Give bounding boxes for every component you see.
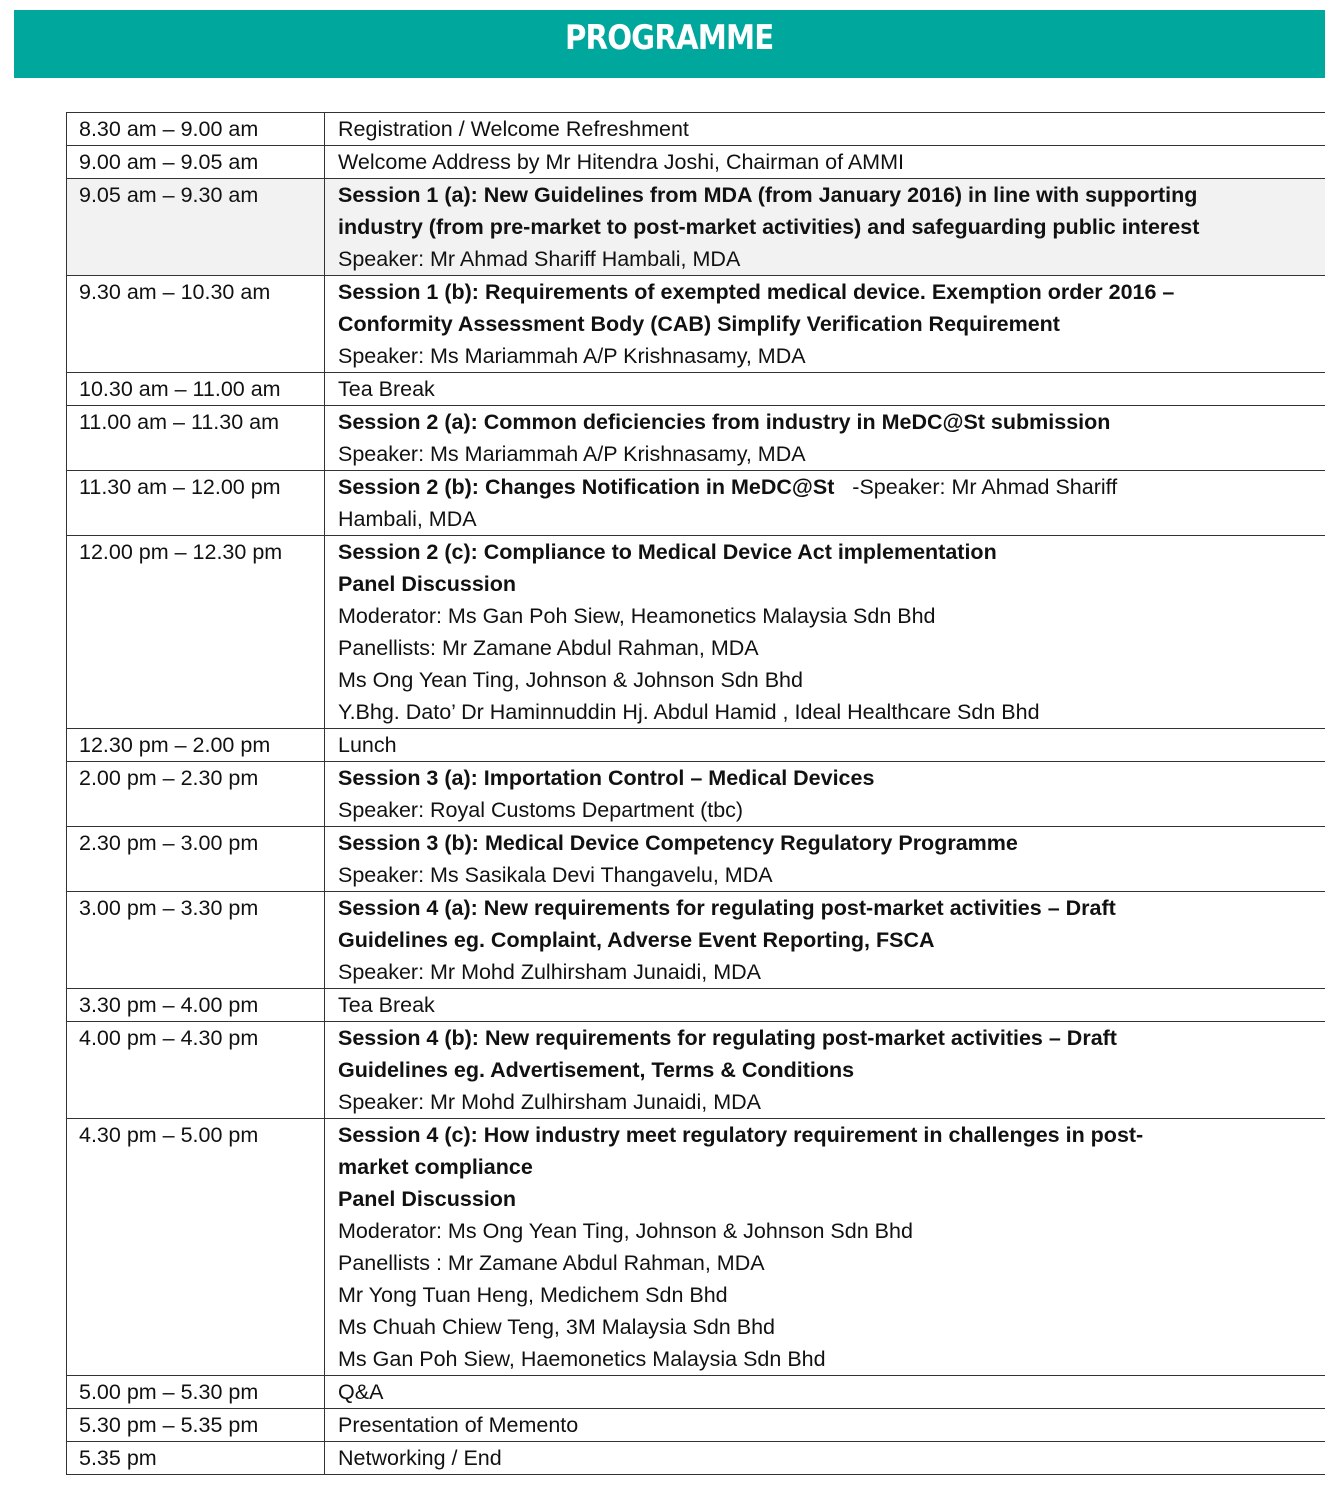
table-row — [67, 113, 1325, 146]
description-line: Networking / End — [338, 1446, 502, 1470]
description-cell — [325, 1409, 1325, 1442]
description-line: Moderator: Ms Ong Yean Ting, Johnson & Johnson Sdn Bhd — [338, 1219, 913, 1243]
description-line: Panellists: Mr Zamane Abdul Rahman, MDA — [338, 636, 759, 660]
description-line: Y.Bhg. Dato’ Dr Haminnuddin Hj. Abdul Hamid , Ideal Healthcare Sdn Bhd — [338, 700, 1040, 724]
table-row — [67, 892, 1325, 989]
description-line: Ms Chuah Chiew Teng, 3M Malaysia Sdn Bhd — [338, 1315, 775, 1339]
table-row — [67, 827, 1325, 892]
table-row — [67, 179, 1325, 276]
session-title-line: market compliance — [338, 1155, 533, 1179]
session-title-line: Guidelines eg. Complaint, Adverse Event Reporting, FSCA — [338, 928, 935, 952]
table-row — [67, 1022, 1325, 1119]
session-title-line: Session 3 (b): Medical Device Competency Regulatory Programme — [338, 831, 1018, 855]
time-cell: 2.30 pm – 3.00 pm — [67, 827, 325, 892]
table-row — [67, 989, 1325, 1022]
time-cell: 4.30 pm – 5.00 pm — [67, 1119, 325, 1376]
session-title-line: Conformity Assessment Body (CAB) Simplify Verification Requirement — [338, 312, 1060, 336]
time-cell: 11.00 am – 11.30 am — [67, 406, 325, 471]
description-line — [338, 471, 1319, 503]
session-title-line: Panel Discussion — [338, 572, 517, 596]
description-line: Speaker: Royal Customs Department (tbc) — [338, 798, 744, 822]
table-row — [67, 1119, 1325, 1376]
description-cell — [325, 762, 1325, 827]
description-cell — [325, 989, 1325, 1022]
time-cell: 12.00 pm – 12.30 pm — [67, 536, 325, 729]
session-title-line: Session 1 (a): New Guidelines from MDA (from January 2016) in line with supporting — [338, 183, 1198, 207]
table-row — [67, 762, 1325, 827]
description-cell — [325, 276, 1325, 373]
description-line: Speaker: Mr Ahmad Shariff Hambali, MDA — [338, 247, 741, 271]
table-row — [67, 471, 1325, 536]
description-cell — [325, 729, 1325, 762]
table-row — [67, 1376, 1325, 1409]
description-line: Speaker: Mr Mohd Zulhirsham Junaidi, MDA — [338, 960, 761, 984]
description-line: Speaker: Ms Sasikala Devi Thangavelu, MDA — [338, 863, 773, 887]
description-cell — [325, 892, 1325, 989]
time-cell: 8.30 am – 9.00 am — [67, 113, 325, 146]
description-cell — [325, 1022, 1325, 1119]
speaker-text: -Speaker: Mr Ahmad Shariff — [834, 475, 1118, 499]
description-line: Mr Yong Tuan Heng, Medichem Sdn Bhd — [338, 1283, 728, 1307]
session-title-line: Session 4 (a): New requirements for regulating post-market activities – Draft — [338, 896, 1116, 920]
session-title-line: Guidelines eg. Advertisement, Terms & Conditions — [338, 1058, 855, 1082]
description-line: Presentation of Memento — [338, 1413, 579, 1437]
time-cell: 5.35 pm — [67, 1442, 325, 1475]
description-line: Hambali, MDA — [338, 507, 477, 531]
time-cell: 4.00 pm – 4.30 pm — [67, 1022, 325, 1119]
session-title-line: Panel Discussion — [338, 1187, 517, 1211]
description-line: Lunch — [338, 733, 397, 757]
programme-table-body — [67, 113, 1325, 1475]
description-line: Tea Break — [338, 377, 435, 401]
description-cell — [325, 146, 1325, 179]
session-title-line: Session 4 (b): New requirements for regulating post-market activities – Draft — [338, 1026, 1117, 1050]
page-title: PROGRAMME — [565, 18, 774, 58]
description-line: Q&A — [338, 1380, 384, 1404]
description-cell — [325, 406, 1325, 471]
description-cell — [325, 1442, 1325, 1475]
description-cell — [325, 471, 1325, 536]
description-cell — [325, 113, 1325, 146]
programme-banner — [14, 10, 1325, 78]
session-title-line: Session 3 (a): Importation Control – Medical Devices — [338, 766, 875, 790]
table-row — [67, 373, 1325, 406]
description-line: Speaker: Ms Mariammah A/P Krishnasamy, MDA — [338, 344, 806, 368]
description-line: Speaker: Mr Mohd Zulhirsham Junaidi, MDA — [338, 1090, 761, 1114]
time-cell: 12.30 pm – 2.00 pm — [67, 729, 325, 762]
session-title-line: Session 2 (c): Compliance to Medical Device Act implementation — [338, 540, 997, 564]
session-title-line: Session 4 (c): How industry meet regulatory requirement in challenges in post- — [338, 1123, 1144, 1147]
description-cell — [325, 827, 1325, 892]
table-row — [67, 406, 1325, 471]
table-row — [67, 276, 1325, 373]
description-cell — [325, 1119, 1325, 1376]
table-row — [67, 1442, 1325, 1475]
table-row — [67, 1409, 1325, 1442]
session-title-line: industry (from pre-market to post-market activities) and safeguarding public interest — [338, 215, 1200, 239]
time-cell: 2.00 pm – 2.30 pm — [67, 762, 325, 827]
time-cell: 9.30 am – 10.30 am — [67, 276, 325, 373]
description-line: Welcome Address by Mr Hitendra Joshi, Chairman of AMMI — [338, 150, 904, 174]
time-cell: 3.30 pm – 4.00 pm — [67, 989, 325, 1022]
programme-table — [66, 112, 1325, 1475]
description-line: Panellists : Mr Zamane Abdul Rahman, MDA — [338, 1251, 765, 1275]
time-cell: 3.00 pm – 3.30 pm — [67, 892, 325, 989]
description-cell — [325, 373, 1325, 406]
description-cell — [325, 179, 1325, 276]
description-line: Speaker: Ms Mariammah A/P Krishnasamy, MDA — [338, 442, 806, 466]
time-cell: 5.30 pm – 5.35 pm — [67, 1409, 325, 1442]
description-cell — [325, 536, 1325, 729]
description-line: Tea Break — [338, 993, 435, 1017]
table-row — [67, 536, 1325, 729]
session-title-line: Session 1 (b): Requirements of exempted medical device. Exemption order 2016 – — [338, 280, 1175, 304]
description-line: Registration / Welcome Refreshment — [338, 117, 689, 141]
description-cell — [325, 1376, 1325, 1409]
session-title: Session 2 (b): Changes Notification in MeDC@St — [338, 475, 835, 499]
time-cell: 10.30 am – 11.00 am — [67, 373, 325, 406]
description-line: Moderator: Ms Gan Poh Siew, Heamonetics Malaysia Sdn Bhd — [338, 604, 936, 628]
table-row — [67, 146, 1325, 179]
time-cell: 5.00 pm – 5.30 pm — [67, 1376, 325, 1409]
time-cell: 9.05 am – 9.30 am — [67, 179, 325, 276]
time-cell: 9.00 am – 9.05 am — [67, 146, 325, 179]
session-title-line: Session 2 (a): Common deficiencies from industry in MeDC@St submission — [338, 410, 1111, 434]
table-row — [67, 729, 1325, 762]
time-cell: 11.30 am – 12.00 pm — [67, 471, 325, 536]
description-line: Ms Ong Yean Ting, Johnson & Johnson Sdn Bhd — [338, 668, 803, 692]
description-line: Ms Gan Poh Siew, Haemonetics Malaysia Sdn Bhd — [338, 1347, 826, 1371]
